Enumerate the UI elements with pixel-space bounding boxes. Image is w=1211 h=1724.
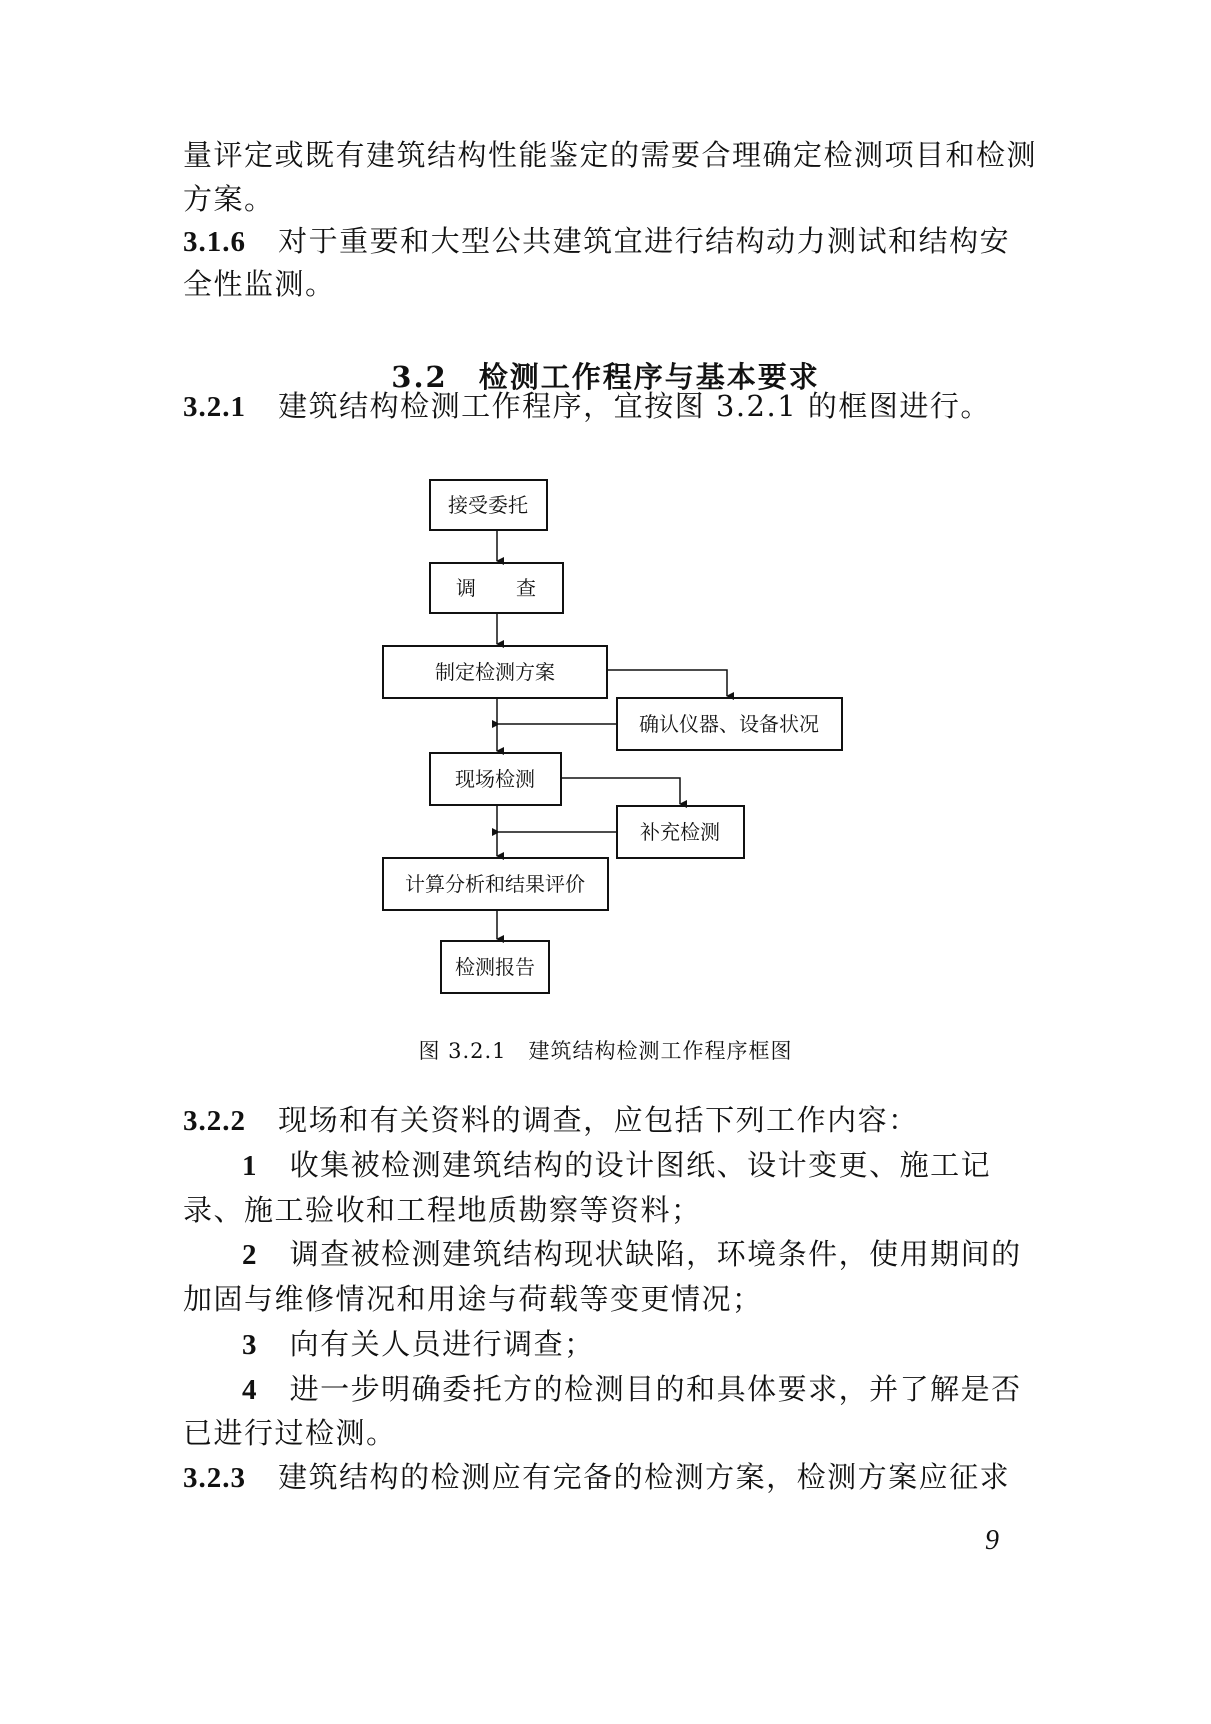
item-number: 4 — [242, 1374, 258, 1406]
flow-box-supplement — [617, 806, 744, 858]
clause-number: 3.2.3 — [183, 1462, 246, 1494]
item-text: 向有关人员进行调查； — [289, 1327, 595, 1361]
clause-number: 3.2.1 — [183, 391, 246, 423]
clause-3-2-3 — [183, 1455, 1043, 1500]
flow-label-analysis: 计算分析和结果评价 — [405, 872, 585, 896]
flow-label-report: 检测报告 — [455, 955, 535, 979]
flow-label-plan: 制定检测方案 — [435, 660, 555, 684]
paragraph-line: 量评定或既有建筑结构性能鉴定的需要合理确定检测项目和检测 — [183, 138, 1038, 172]
clause-3-2-2 — [183, 1098, 1043, 1143]
item-text: 调查被检测建筑结构现状缺陷，环境条件，使用期间的 — [289, 1237, 1022, 1271]
paragraph-line: 录、施工验收和工程地质勘察等资料； — [183, 1193, 702, 1227]
flow-label-survey: 调 查 — [456, 576, 536, 600]
list-item-4 — [242, 1367, 1043, 1412]
flow-box-onsite — [430, 753, 561, 805]
flow-label-accept: 接受委托 — [448, 493, 528, 517]
section-title: 3.2 检测工作程序与基本要求 — [391, 360, 820, 394]
clause-text: 对于重要和大型公共建筑宜进行结构动力测试和结构安 — [278, 224, 1011, 258]
item-number: 1 — [242, 1150, 258, 1182]
list-item-1 — [242, 1143, 1043, 1188]
item-text: 收集被检测建筑结构的设计图纸、设计变更、施工记 — [289, 1148, 992, 1182]
paragraph-line: 全性监测。 — [183, 267, 336, 301]
paragraph-line: 已进行过检测。 — [183, 1416, 397, 1450]
flow-box-report — [441, 941, 549, 993]
clause-text: 现场和有关资料的调查，应包括下列工作内容： — [278, 1103, 919, 1137]
flow-box-plan — [383, 646, 607, 698]
clause-text: 建筑结构检测工作程序，宜按图 3.2.1 的框图进行。 — [278, 389, 991, 423]
item-text: 进一步明确委托方的检测目的和具体要求，并了解是否 — [289, 1372, 1022, 1406]
paragraph-line: 加固与维修情况和用途与荷载等变更情况； — [183, 1282, 763, 1316]
flow-box-survey — [430, 563, 563, 613]
flow-label-supplement: 补充检测 — [640, 820, 720, 844]
page-number: 9 — [985, 1525, 999, 1556]
clause-3-1-6 — [183, 219, 1043, 264]
flow-box-accept — [430, 480, 547, 530]
list-item-2 — [242, 1232, 1043, 1277]
figure-caption: 图 3.2.1 建筑结构检测工作程序框图 — [418, 1039, 793, 1063]
clause-number: 3.1.6 — [183, 226, 246, 258]
flow-label-confirm: 确认仪器、设备状况 — [639, 712, 819, 736]
paragraph-line: 方案。 — [183, 182, 275, 216]
clause-number: 3.2.2 — [183, 1105, 246, 1137]
flow-box-confirm — [617, 698, 842, 750]
flow-arrow-branch — [561, 778, 680, 804]
flow-label-onsite: 现场检测 — [455, 767, 535, 791]
item-number: 3 — [242, 1329, 258, 1361]
list-item-3 — [242, 1322, 1043, 1367]
item-number: 2 — [242, 1239, 258, 1271]
clause-text: 建筑结构的检测应有完备的检测方案，检测方案应征求 — [278, 1460, 1011, 1494]
flow-arrow-branch — [607, 670, 727, 696]
clause-3-2-1 — [183, 384, 1043, 429]
flow-box-analysis — [383, 858, 608, 910]
